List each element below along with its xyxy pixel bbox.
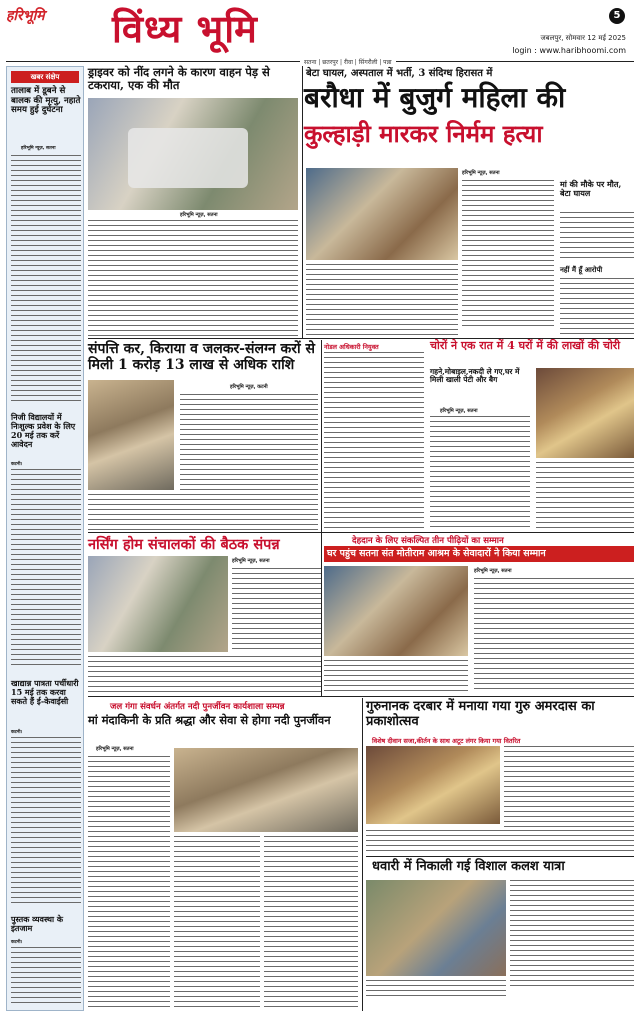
page-number: 5 xyxy=(609,8,625,24)
ashram-body-lower xyxy=(324,660,468,692)
lead-byline: हरिभूमि न्यूज़, सतना xyxy=(462,170,500,176)
river-kicker: जल गंगा संवर्धन अंतर्गत नदी पुनर्जीवन कार्यशाला सम्पन्न xyxy=(110,702,285,712)
rule-h-1 xyxy=(88,338,634,339)
property-body-lower xyxy=(88,494,318,530)
nursing-headline: नर्सिंग होम संचालकों की बैठक संपन्न xyxy=(88,536,280,553)
rule-v-3 xyxy=(362,698,363,1011)
ashram-byline: हरिभूमि न्यूज़, सतना xyxy=(474,568,512,574)
rule-h-4 xyxy=(366,856,634,857)
brand-logo: हरिभूमि xyxy=(6,8,45,24)
brief-body-4 xyxy=(11,947,81,1007)
lead-body-lower xyxy=(306,264,458,336)
dateline: जबलपुर, सोमवार 12 मई 2025 xyxy=(540,34,626,42)
brief-byline-1: हरिभूमि न्यूज़, सतना xyxy=(21,146,56,151)
ashram-body xyxy=(474,578,634,692)
driver-headline: ड्राइवर को नींद लगने के कारण वाहन पेड़ से टकराया, एक की मौत xyxy=(88,65,270,92)
nursing-body-lower xyxy=(88,656,322,692)
rule-h-2 xyxy=(88,532,634,533)
side-lead-body-2 xyxy=(560,278,634,336)
regions-bar: सतना | छतरपुर | रीवा | सिंगरौली | पन्ना xyxy=(300,58,396,66)
rule-v-1 xyxy=(302,66,303,338)
side-lead-body xyxy=(560,212,634,262)
kalash-headline: धवारी में निकाली गई विशाल कलश यात्रा xyxy=(372,859,565,874)
river-headline: मां मंदाकिनी के प्रति श्रद्धा और सेवा से होगा नदी पुनर्जीवन xyxy=(88,713,331,727)
nursing-photo xyxy=(88,556,228,652)
ashram-photo xyxy=(324,566,468,656)
nursing-byline: हरिभूमि न्यूज़, सतना xyxy=(232,558,270,564)
nursing-body xyxy=(232,568,322,652)
guru-body xyxy=(504,746,634,830)
kalash-body-lower xyxy=(366,980,506,1000)
river-body-2 xyxy=(174,836,260,1011)
news-brief-column xyxy=(6,66,84,1011)
brief-byline-4: कटनी। xyxy=(11,940,23,945)
river-body xyxy=(88,756,170,1011)
river-body-3 xyxy=(264,836,358,1011)
brief-headline-4: पुस्तक व्यवस्था के इंतजाम xyxy=(11,914,64,933)
theft-byline: हरिभूमि न्यूज़, सतना xyxy=(440,408,478,414)
theft-body-2 xyxy=(536,462,634,530)
river-photo xyxy=(174,748,358,832)
guru-body-lower xyxy=(366,830,634,854)
kalash-photo xyxy=(366,880,506,976)
theft-photo xyxy=(536,368,634,458)
theft-subhead: गहने,मोबाइल,नकदी ले गए,घर में मिली खाली पेटी और बैग xyxy=(430,367,520,385)
property-byline: हरिभूमि न्यूज़, कटनी xyxy=(230,384,268,390)
rule-h-3 xyxy=(88,696,634,697)
lead-headline-red: कुल्हाड़ी मारकर निर्मम हत्या xyxy=(304,119,543,148)
guru-subhead: विशेष दीवान सजा,कीर्तन के साथ अटूट लंगर किया गया वितरित xyxy=(372,737,521,745)
brief-headline-2: निजी विद्यालयों में निःशुल्क प्रवेश के लिए 20 मई तक करें आवेदन xyxy=(11,412,76,449)
lead-headline-black: बरौधा में बुजुर्ग महिला की xyxy=(304,81,566,114)
property-photo xyxy=(88,380,174,490)
side-lead-subhead: नहीं मैं हूँ आरोपी xyxy=(560,265,603,274)
ashram-headline: घर पहुंच सतना संत मोतीराम आश्रम के सेवादारों ने किया सम्मान xyxy=(324,546,634,562)
rule-v-2 xyxy=(321,340,322,696)
brief-body-1 xyxy=(11,155,81,405)
brief-byline-3: कटनी। xyxy=(11,730,23,735)
section-title: विंध्य भूमि xyxy=(112,6,258,51)
brief-body-2 xyxy=(11,469,81,669)
driver-byline: हरिभूमि न्यूज़, सतना xyxy=(180,212,218,218)
lead-kicker: बेटा घायल, अस्पताल में भर्ती, 3 संदिग्ध हिरासत में xyxy=(306,68,493,79)
login-link[interactable]: login : www.haribhoomi.com xyxy=(512,46,626,55)
ashram-kicker: देहदान के लिए संकल्पित तीन पीढ़ियों का सम्मान xyxy=(352,536,504,546)
brief-headline-3: खाद्यान्न पात्रता पर्चीधारी 15 मई तक करवा सकते हैं ई-केवाईसी xyxy=(11,678,79,706)
theft-headline: चोरों ने एक रात में 4 घरों में की लाखों की चोरी xyxy=(430,339,621,352)
guru-headline: गुरुनानक दरबार में मनाया गया गुरु अमरदास का प्रकाशोत्सव xyxy=(366,699,595,729)
brief-headline-1: तालाब में डूबने से बालक की मृत्यु, नहाते समय हुई दुर्घटना xyxy=(11,86,81,116)
kalash-body xyxy=(510,880,634,990)
lead-body xyxy=(462,180,554,330)
lead-photo xyxy=(306,168,458,260)
brief-byline-2: कटनी। xyxy=(11,462,23,467)
driver-accident-photo xyxy=(88,98,298,210)
property-body xyxy=(180,394,318,490)
theft-body xyxy=(430,416,530,530)
river-byline: हरिभूमि न्यूज़, सतना xyxy=(96,746,134,752)
news-brief-label: खबर संक्षेप xyxy=(11,71,79,83)
brief-body-3 xyxy=(11,737,81,905)
hospital-body xyxy=(324,352,424,530)
hospital-headline: नोडल अधिकारी नियुक्त xyxy=(324,343,379,351)
guru-photo xyxy=(366,746,500,824)
property-headline: संपत्ति कर, किराया व जलकर-संलग्न करों से मिली 1 करोड़ 13 लाख से अधिक राशि xyxy=(88,341,315,373)
driver-body xyxy=(88,220,298,336)
photo-vehicle-shape xyxy=(128,128,248,188)
side-lead-headline: मां की मौके पर मौत, बेटा घायल xyxy=(560,179,622,198)
masthead xyxy=(0,0,640,66)
